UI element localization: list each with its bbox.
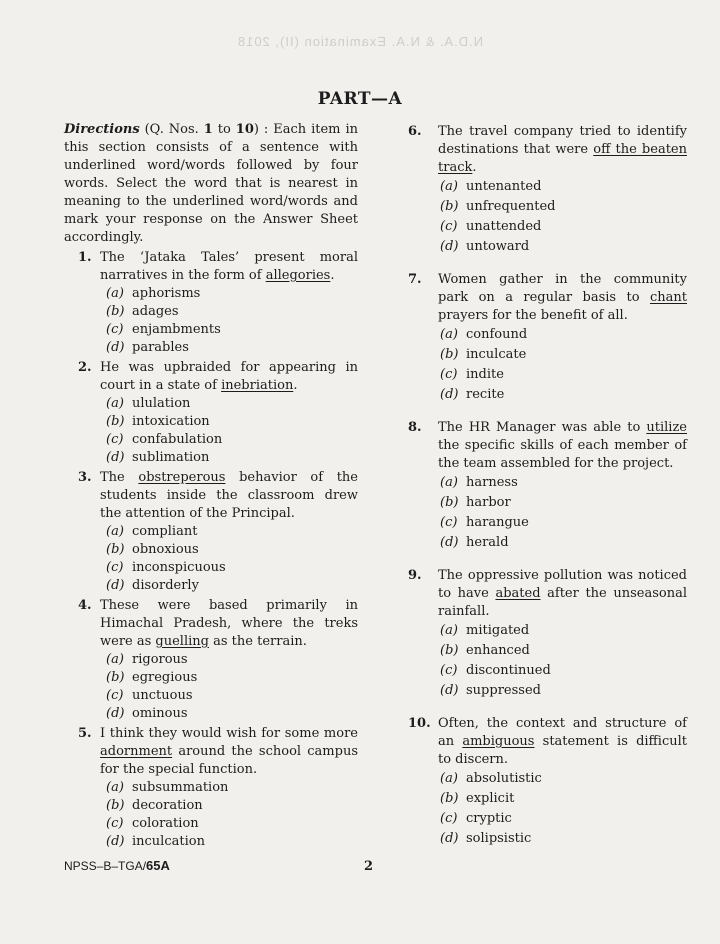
option-b — [440, 789, 687, 809]
question-5 — [64, 725, 358, 851]
question-text: . — [330, 268, 335, 283]
option-text: cryptic — [466, 811, 512, 826]
option-label: (b) — [440, 199, 459, 214]
option-c — [106, 815, 358, 833]
question-list-right — [408, 123, 687, 849]
option-d — [440, 385, 687, 405]
option-label: (a) — [440, 179, 458, 194]
option-c — [106, 559, 358, 577]
option-label: (b) — [106, 670, 125, 685]
option-a — [106, 395, 358, 413]
question-6 — [408, 123, 687, 257]
option-text: coloration — [132, 816, 199, 831]
option-label: (b) — [440, 347, 459, 362]
option-b — [440, 197, 687, 217]
question-stem — [100, 597, 358, 651]
option-d — [440, 533, 687, 553]
left-column — [64, 121, 358, 851]
option-text: unattended — [466, 219, 542, 234]
option-c — [440, 365, 687, 385]
question-text: behavior of the students inside the classroom drew the attention of the Principal. — [100, 470, 358, 521]
question-8 — [408, 419, 687, 553]
option-label: (a) — [106, 286, 124, 301]
question-number: 9. — [408, 568, 422, 583]
option-label: (a) — [440, 771, 458, 786]
question-text: the specific skills of each member of the team assembled for the project. — [438, 438, 687, 471]
option-text: solipsistic — [466, 831, 532, 846]
option-c — [440, 217, 687, 237]
question-2 — [64, 359, 358, 467]
question-stem — [100, 469, 358, 523]
question-number: 7. — [408, 272, 422, 287]
option-text: discontinued — [466, 663, 551, 678]
option-label: (b) — [106, 304, 125, 319]
option-label: (c) — [440, 367, 458, 382]
question-text: The ‘Jataka Tales’ present moral narratives in the form of — [100, 250, 358, 283]
question-stem — [100, 725, 358, 779]
option-c — [106, 687, 358, 705]
option-text: ominous — [132, 706, 188, 721]
option-text: ululation — [132, 396, 191, 411]
option-text: harangue — [466, 515, 529, 530]
option-c — [440, 661, 687, 681]
option-c — [106, 431, 358, 449]
question-number: 5. — [78, 726, 92, 741]
directions-to: 10 — [235, 122, 254, 137]
option-text: inculcation — [132, 834, 205, 849]
question-number: 10. — [408, 716, 431, 731]
option-label: (c) — [106, 816, 124, 831]
underlined-word: allegories — [265, 268, 331, 283]
option-label: (d) — [440, 535, 459, 550]
option-label: (c) — [106, 322, 124, 337]
option-label: (a) — [440, 623, 458, 638]
option-label: (d) — [106, 450, 125, 465]
option-text: inculcate — [466, 347, 527, 362]
question-text: The oppressive pollution was noticed to have — [438, 568, 687, 601]
question-text: The travel company tried to identify destinations that were — [438, 124, 687, 157]
faded-header-watermark: N.D.A. & N.A. Examination (II), 2018 — [236, 34, 484, 49]
underlined-word: adornment — [100, 744, 173, 759]
question-stem — [438, 419, 687, 473]
option-text: absolutistic — [466, 771, 542, 786]
option-text: untoward — [466, 239, 530, 254]
option-a — [440, 325, 687, 345]
option-a — [106, 285, 358, 303]
directions-qnos-suffix: ) : — [253, 122, 274, 137]
option-text: harness — [466, 475, 518, 490]
option-text: enhanced — [466, 643, 530, 658]
question-text: Women gather in the community park on a regular basis to — [438, 272, 687, 305]
option-d — [106, 449, 358, 467]
question-text: statement is difficult to discern. — [438, 734, 687, 767]
underlined-word: utilize — [646, 420, 687, 435]
option-b — [440, 493, 687, 513]
option-label: (b) — [106, 798, 125, 813]
question-stem — [438, 715, 687, 769]
question-3 — [64, 469, 358, 595]
option-a — [106, 523, 358, 541]
directions-qnos-prefix: (Q. Nos. — [144, 122, 204, 137]
option-label: (c) — [440, 663, 458, 678]
option-text: indite — [466, 367, 504, 382]
option-text: unfrequented — [466, 199, 556, 214]
directions-to-word: to — [212, 122, 236, 137]
directions-text — [64, 121, 358, 247]
question-text: The HR Manager was able to — [438, 420, 647, 435]
option-label: (d) — [106, 340, 125, 355]
option-d — [440, 681, 687, 701]
directions-block — [64, 121, 358, 247]
underlined-word: ambiguous — [462, 734, 535, 749]
option-text: disorderly — [132, 578, 199, 593]
option-b — [440, 345, 687, 365]
option-label: (d) — [440, 683, 459, 698]
option-text: decoration — [132, 798, 203, 813]
paper-code — [64, 858, 170, 873]
option-text: confabulation — [132, 432, 223, 447]
underlined-word: off the beaten track — [438, 142, 687, 175]
question-stem — [100, 359, 358, 395]
underlined-word: inebriation — [221, 378, 294, 393]
question-number: 4. — [78, 598, 92, 613]
question-text: Often, the context and structure of an — [438, 716, 687, 749]
question-1 — [64, 249, 358, 357]
option-label: (c) — [106, 688, 124, 703]
page-number: 2 — [364, 859, 374, 874]
option-label: (d) — [440, 831, 459, 846]
option-label: (b) — [440, 791, 459, 806]
question-text: as the terrain. — [208, 634, 307, 649]
option-b — [106, 797, 358, 815]
question-text: . — [472, 160, 477, 175]
option-label: (d) — [106, 578, 125, 593]
option-label: (c) — [440, 515, 458, 530]
option-text: harbor — [466, 495, 511, 510]
question-text: I think they would wish for some more — [100, 726, 358, 741]
question-text: prayers for the benefit of all. — [438, 308, 628, 323]
option-b — [440, 641, 687, 661]
underlined-word: abated — [495, 586, 541, 601]
option-label: (a) — [106, 652, 124, 667]
option-label: (c) — [440, 219, 458, 234]
option-label: (a) — [106, 524, 124, 539]
option-text: adages — [132, 304, 179, 319]
option-d — [106, 705, 358, 723]
option-b — [106, 413, 358, 431]
option-label: (b) — [106, 542, 125, 557]
question-list-left — [64, 249, 358, 851]
question-number: 1. — [78, 250, 92, 265]
option-text: compliant — [132, 524, 198, 539]
option-label: (c) — [106, 432, 124, 447]
option-label: (d) — [440, 239, 459, 254]
option-d — [440, 237, 687, 257]
question-text: around the school campus for the special function. — [100, 744, 358, 777]
question-stem — [438, 123, 687, 177]
option-text: suppressed — [466, 683, 541, 698]
option-b — [106, 303, 358, 321]
question-stem — [438, 567, 687, 621]
option-text: intoxication — [132, 414, 210, 429]
question-text: . — [293, 378, 298, 393]
option-text: inconspicuous — [132, 560, 226, 575]
option-label: (b) — [440, 495, 459, 510]
underlined-word: chant — [649, 290, 687, 305]
right-column — [408, 123, 687, 849]
option-d — [106, 833, 358, 851]
option-label: (a) — [106, 780, 124, 795]
option-text: untenanted — [466, 179, 542, 194]
question-9 — [408, 567, 687, 701]
option-a — [440, 769, 687, 789]
directions-from: 1 — [203, 122, 213, 137]
option-b — [106, 541, 358, 559]
option-d — [440, 829, 687, 849]
option-a — [106, 779, 358, 797]
underlined-word: guelling — [155, 634, 209, 649]
question-text: He was upbraided for appearing in court in a state of — [100, 360, 358, 393]
option-b — [106, 669, 358, 687]
question-10 — [408, 715, 687, 849]
option-label: (a) — [440, 327, 458, 342]
option-text: recite — [466, 387, 505, 402]
question-stem — [100, 249, 358, 285]
option-label: (d) — [106, 706, 125, 721]
question-number: 8. — [408, 420, 422, 435]
paper-code-prefix: NPSS–B–TGA/ — [64, 859, 147, 873]
question-number: 2. — [78, 360, 92, 375]
option-label: (d) — [440, 387, 459, 402]
option-label: (d) — [106, 834, 125, 849]
option-text: parables — [132, 340, 189, 355]
option-c — [440, 809, 687, 829]
option-c — [440, 513, 687, 533]
page-title: PART—A — [317, 89, 403, 109]
question-number: 6. — [408, 124, 422, 139]
option-d — [106, 577, 358, 595]
option-d — [106, 339, 358, 357]
option-text: subsummation — [132, 780, 229, 795]
option-text: sublimation — [132, 450, 210, 465]
option-text: obnoxious — [132, 542, 199, 557]
question-text: These were based primarily in Himachal Pradesh, where the treks were as — [100, 598, 358, 649]
question-4 — [64, 597, 358, 723]
directions-label: Directions — [64, 122, 140, 137]
option-text: explicit — [466, 791, 515, 806]
option-label: (a) — [440, 475, 458, 490]
paper-code-suffix: 65A — [146, 858, 170, 873]
option-text: rigorous — [132, 652, 188, 667]
option-label: (a) — [106, 396, 124, 411]
option-label: (c) — [106, 560, 124, 575]
option-text: confound — [466, 327, 528, 342]
option-text: egregious — [132, 670, 198, 685]
option-label: (c) — [440, 811, 458, 826]
question-7 — [408, 271, 687, 405]
option-label: (b) — [440, 643, 459, 658]
option-a — [440, 177, 687, 197]
directions-body: Each item in this section consists of a sentence with underlined word/words followed by four words. Select the word that is nearest in meaning to the underlined word/words and mark your response on the Answer Sheet accordingly. — [64, 122, 358, 245]
question-stem — [438, 271, 687, 325]
option-label: (b) — [106, 414, 125, 429]
underlined-word: obstreperous — [138, 470, 226, 485]
option-a — [106, 651, 358, 669]
option-text: aphorisms — [132, 286, 201, 301]
option-c — [106, 321, 358, 339]
option-text: unctuous — [132, 688, 193, 703]
option-text: enjambments — [132, 322, 221, 337]
option-a — [440, 621, 687, 641]
option-text: mitigated — [466, 623, 530, 638]
question-text: after the unseasonal rainfall. — [438, 586, 687, 619]
option-text: herald — [466, 535, 509, 550]
question-number: 3. — [78, 470, 92, 485]
option-a — [440, 473, 687, 493]
question-text: The — [100, 470, 139, 485]
